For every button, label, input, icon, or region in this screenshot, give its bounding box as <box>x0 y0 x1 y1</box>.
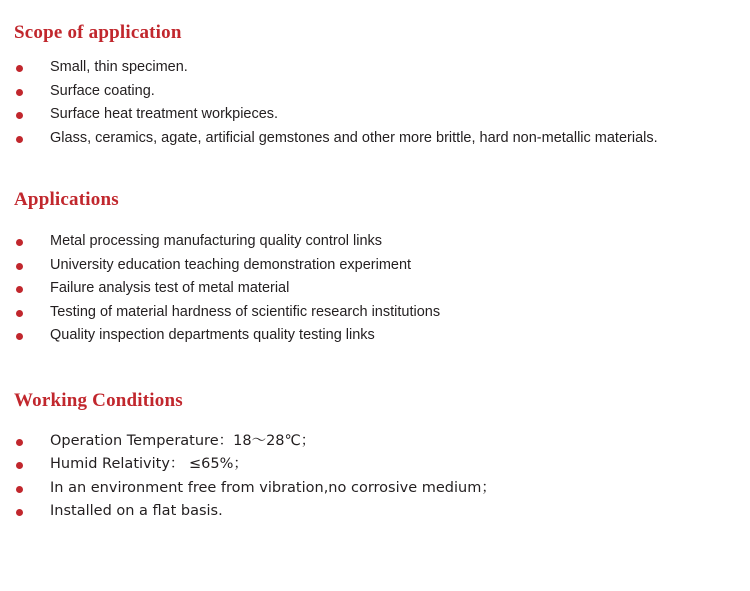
bullet-list-scope <box>14 56 736 150</box>
list-item: In an environment free from vibration,no corrosive medium； <box>14 477 736 501</box>
list-item: Small, thin specimen. <box>14 56 736 80</box>
list-item: Installed on a flat basis. <box>14 500 736 524</box>
list-item: Surface coating. <box>14 80 736 104</box>
section-heading-applications: Applications <box>14 189 119 210</box>
list-item: Testing of material hardness of scientific research institutions <box>14 301 736 325</box>
list-item: Quality inspection departments quality testing links <box>14 324 736 348</box>
list-item: Operation Temperature：18～28℃； <box>14 430 736 454</box>
document-page <box>0 22 750 591</box>
list-item: Failure analysis test of metal material <box>14 277 736 301</box>
section-heading-working-conditions: Working Conditions <box>14 389 183 411</box>
section-heading-scope: Scope of application <box>14 22 182 43</box>
section-working-conditions <box>14 390 736 524</box>
section-scope-of-application <box>14 22 736 150</box>
list-item: Surface heat treatment workpieces. <box>14 103 736 127</box>
section-applications <box>14 189 736 348</box>
list-item: University education teaching demonstration experiment <box>14 254 736 278</box>
list-item: Glass, ceramics, agate, artificial gemstones and other more brittle, hard non-metallic materials. <box>14 127 736 151</box>
bullet-list-applications <box>14 230 736 348</box>
bullet-list-working-conditions <box>14 430 736 524</box>
list-item: Metal processing manufacturing quality control links <box>14 230 736 254</box>
list-item: Humid Relativity： ≤65%； <box>14 453 736 477</box>
